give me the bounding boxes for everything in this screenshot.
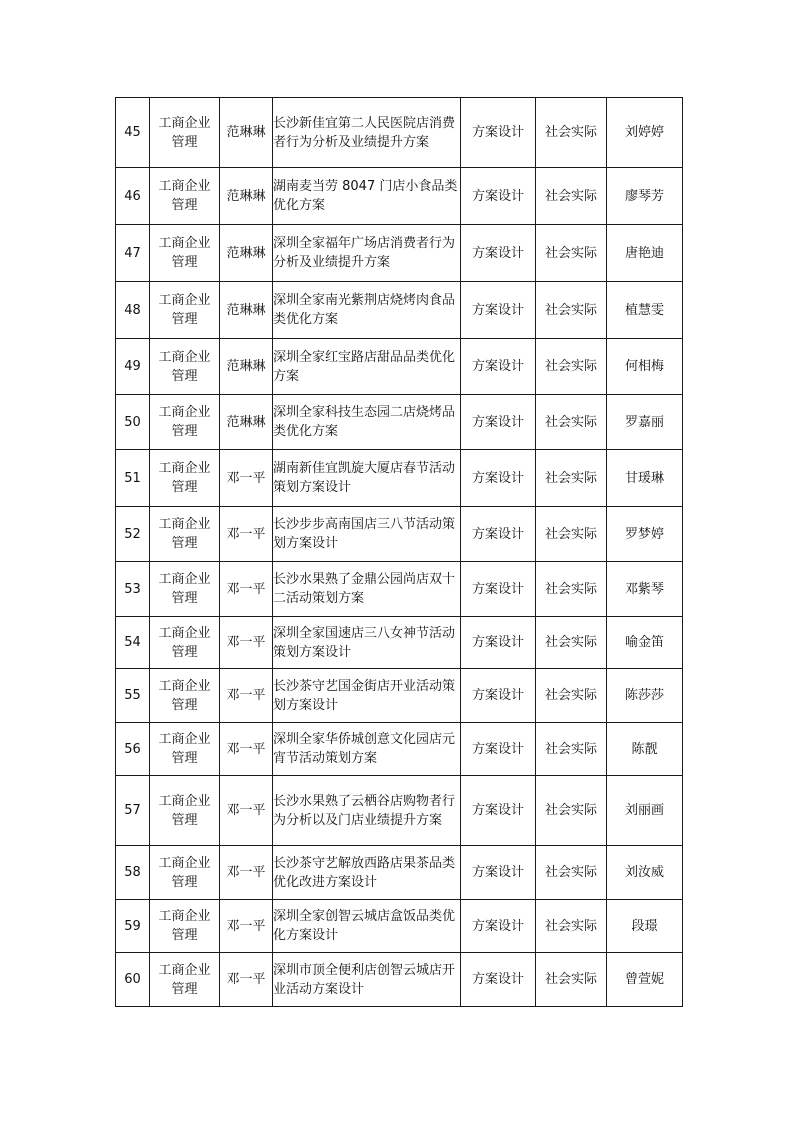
topic-source-cell — [536, 98, 607, 168]
topic-title-cell — [273, 723, 461, 776]
topic-title-cell — [273, 450, 461, 507]
student-name-cell — [607, 450, 683, 507]
student-name-cell-text: 唐艳迪 — [624, 245, 664, 261]
topic-type-cell — [461, 900, 536, 953]
topic-source-cell — [536, 225, 607, 282]
topic-source-cell-text: 社会实际 — [544, 470, 597, 486]
advisor-cell-text: 邓一平 — [226, 803, 266, 818]
topic-title-cell — [273, 846, 461, 900]
topic-type-cell-text: 方案设计 — [471, 581, 524, 597]
advisor-cell-text: 范琳琳 — [226, 245, 266, 261]
topic-type-cell — [461, 776, 536, 846]
table-row — [116, 669, 683, 723]
advisor-cell — [220, 98, 273, 168]
major-cell-text: 工商企业管理 — [158, 115, 211, 150]
row-number-text: 56 — [124, 741, 141, 757]
table-row — [116, 98, 683, 168]
student-name-cell-text: 罗嘉丽 — [624, 414, 664, 430]
student-name-cell-text: 罗梦婷 — [624, 526, 664, 542]
row-number — [116, 562, 150, 617]
advisor-cell-text: 邓一平 — [226, 526, 266, 542]
major-cell — [150, 723, 220, 776]
topic-title-cell — [273, 507, 461, 562]
topic-source-cell-text: 社会实际 — [544, 359, 597, 374]
topic-type-cell-text: 方案设计 — [471, 359, 524, 374]
row-number — [116, 282, 150, 339]
topic-type-cell — [461, 562, 536, 617]
student-name-cell-text: 刘汝威 — [624, 865, 664, 880]
table-row — [116, 953, 683, 1007]
topic-source-cell-text: 社会实际 — [544, 581, 597, 597]
row-number-text: 48 — [124, 302, 141, 318]
advisor-cell — [220, 669, 273, 723]
row-number-text: 47 — [124, 245, 141, 261]
topic-source-cell-text: 社会实际 — [544, 245, 597, 261]
advisor-cell-text: 邓一平 — [226, 918, 266, 934]
student-name-cell — [607, 339, 683, 395]
major-cell — [150, 900, 220, 953]
topic-source-cell-text: 社会实际 — [544, 526, 597, 542]
student-name-cell-text: 何相梅 — [624, 359, 664, 374]
topic-source-cell-text: 社会实际 — [544, 302, 597, 318]
row-number-text: 57 — [124, 803, 141, 818]
table-row — [116, 225, 683, 282]
major-cell-text: 工商企业管理 — [158, 855, 211, 890]
major-cell-text: 工商企业管理 — [158, 517, 211, 551]
table-row — [116, 562, 683, 617]
topic-type-cell-text: 方案设计 — [471, 526, 524, 542]
topic-type-cell-text: 方案设计 — [471, 688, 524, 703]
topic-title-cell-text: 长沙水果熟了金鼎公园尚店双十二活动策划方案 — [273, 572, 456, 606]
topic-title-cell — [273, 98, 461, 168]
major-cell-text: 工商企业管理 — [158, 732, 211, 766]
topic-source-cell-text: 社会实际 — [544, 918, 597, 934]
major-cell-text: 工商企业管理 — [158, 405, 211, 439]
topic-source-cell — [536, 900, 607, 953]
topic-type-cell — [461, 669, 536, 723]
topic-type-cell — [461, 846, 536, 900]
table-row — [116, 776, 683, 846]
table-row — [116, 900, 683, 953]
student-name-cell-text: 喻金笛 — [624, 635, 664, 650]
major-cell-text: 工商企业管理 — [158, 236, 211, 270]
topic-title-cell-text: 长沙步步高南国店三八节活动策划方案设计 — [273, 517, 456, 551]
advisor-cell — [220, 776, 273, 846]
topic-source-cell — [536, 450, 607, 507]
major-cell-text: 工商企业管理 — [158, 349, 211, 384]
row-number — [116, 168, 150, 225]
topic-type-cell — [461, 507, 536, 562]
topic-source-cell — [536, 776, 607, 846]
topic-type-cell-text: 方案设计 — [471, 635, 524, 650]
row-number — [116, 339, 150, 395]
row-number — [116, 225, 150, 282]
topic-source-cell-text: 社会实际 — [544, 972, 597, 987]
advisor-cell-text: 邓一平 — [226, 688, 266, 703]
topic-title-cell-text: 深圳全家南光紫荆店烧烤肉食品类优化方案 — [273, 293, 456, 327]
topic-title-cell-text: 深圳市顶全便利店创智云城店开业活动方案设计 — [273, 962, 456, 997]
topic-title-cell-text: 长沙茶守艺国金街店开业活动策划方案设计 — [273, 678, 456, 713]
topic-type-cell-text: 方案设计 — [471, 245, 524, 261]
topic-source-cell — [536, 953, 607, 1007]
student-name-cell — [607, 776, 683, 846]
advisor-cell — [220, 562, 273, 617]
topic-title-cell — [273, 395, 461, 450]
advisor-cell — [220, 339, 273, 395]
topic-type-cell-text: 方案设计 — [471, 414, 524, 430]
topic-source-cell-text: 社会实际 — [544, 803, 597, 818]
major-cell — [150, 562, 220, 617]
advisor-cell — [220, 846, 273, 900]
student-name-cell — [607, 168, 683, 225]
table-row — [116, 723, 683, 776]
row-number — [116, 953, 150, 1007]
major-cell-text: 工商企业管理 — [158, 625, 211, 660]
table-row — [116, 339, 683, 395]
row-number — [116, 846, 150, 900]
topic-source-cell — [536, 395, 607, 450]
student-name-cell-text: 陈莎莎 — [624, 688, 664, 703]
row-number — [116, 900, 150, 953]
major-cell-text: 工商企业管理 — [158, 793, 211, 828]
row-number-text: 49 — [124, 359, 141, 374]
row-number — [116, 450, 150, 507]
topic-title-cell-text: 深圳全家福年广场店消费者行为分析及业绩提升方案 — [273, 236, 456, 270]
major-cell-text: 工商企业管理 — [158, 678, 211, 713]
topic-type-cell — [461, 168, 536, 225]
student-name-cell — [607, 723, 683, 776]
advisor-cell — [220, 617, 273, 669]
student-name-cell — [607, 669, 683, 723]
advisor-cell-text: 范琳琳 — [226, 302, 266, 318]
major-cell — [150, 98, 220, 168]
topic-type-cell-text: 方案设计 — [471, 865, 524, 880]
topic-type-cell-text: 方案设计 — [471, 741, 524, 757]
student-name-cell — [607, 846, 683, 900]
advisor-cell — [220, 953, 273, 1007]
advisor-cell-text: 范琳琳 — [226, 188, 266, 204]
major-cell — [150, 617, 220, 669]
topic-source-cell-text: 社会实际 — [544, 414, 597, 430]
major-cell-text: 工商企业管理 — [158, 179, 211, 213]
topic-source-cell-text: 社会实际 — [544, 741, 597, 757]
advisor-cell-text: 邓一平 — [226, 741, 266, 757]
topic-type-cell — [461, 339, 536, 395]
row-number-text: 51 — [124, 470, 141, 486]
student-name-cell — [607, 395, 683, 450]
student-name-cell — [607, 562, 683, 617]
major-cell — [150, 168, 220, 225]
row-number-text: 53 — [124, 581, 141, 597]
topic-type-cell — [461, 225, 536, 282]
major-cell — [150, 339, 220, 395]
major-cell-text: 工商企业管理 — [158, 909, 211, 943]
topic-type-cell-text: 方案设计 — [471, 188, 524, 204]
major-cell-text: 工商企业管理 — [158, 461, 211, 495]
major-cell — [150, 776, 220, 846]
topic-title-cell-text: 深圳全家红宝路店甜品品类优化方案 — [273, 349, 456, 384]
advisor-cell — [220, 900, 273, 953]
topic-source-cell — [536, 846, 607, 900]
advisor-cell-text: 范琳琳 — [226, 414, 266, 430]
topic-source-cell — [536, 723, 607, 776]
row-number-text: 58 — [124, 865, 141, 880]
major-cell — [150, 953, 220, 1007]
row-number-text: 46 — [124, 188, 141, 204]
topic-title-cell — [273, 168, 461, 225]
row-number — [116, 776, 150, 846]
topic-source-cell-text: 社会实际 — [544, 125, 597, 140]
student-name-cell-text: 植慧雯 — [624, 302, 664, 318]
topic-source-cell — [536, 282, 607, 339]
topic-type-cell — [461, 953, 536, 1007]
topic-title-cell-text: 长沙水果熟了云栖谷店购物者行为分析以及门店业绩提升方案 — [273, 793, 456, 828]
advisor-cell — [220, 395, 273, 450]
table-row — [116, 450, 683, 507]
row-number — [116, 617, 150, 669]
topic-type-cell — [461, 282, 536, 339]
topic-source-cell-text: 社会实际 — [544, 635, 597, 650]
topic-title-cell — [273, 617, 461, 669]
table-row — [116, 282, 683, 339]
topic-title-cell — [273, 669, 461, 723]
topic-source-cell-text: 社会实际 — [544, 865, 597, 880]
topic-type-cell — [461, 395, 536, 450]
topic-type-cell — [461, 617, 536, 669]
student-name-cell-text: 段璟 — [631, 918, 658, 934]
topic-type-cell-text: 方案设计 — [471, 803, 524, 818]
topic-source-cell — [536, 562, 607, 617]
student-name-cell-text: 陈靓 — [631, 741, 658, 757]
row-number — [116, 507, 150, 562]
topic-title-cell-text: 长沙茶守艺解放西路店果茶品类优化改进方案设计 — [273, 855, 456, 890]
topic-type-cell — [461, 98, 536, 168]
topic-title-cell — [273, 953, 461, 1007]
advisor-cell-text: 范琳琳 — [226, 359, 266, 374]
topic-type-cell-text: 方案设计 — [471, 470, 524, 486]
major-cell — [150, 395, 220, 450]
table-body — [116, 98, 683, 1007]
row-number — [116, 723, 150, 776]
student-name-cell-text: 邓紫琴 — [624, 581, 664, 597]
topic-title-cell — [273, 562, 461, 617]
advisor-cell — [220, 168, 273, 225]
topic-title-cell-text: 长沙新佳宜第二人民医院店消费者行为分析及业绩提升方案 — [273, 115, 456, 150]
advisor-cell-text: 邓一平 — [226, 972, 266, 987]
major-cell — [150, 669, 220, 723]
topic-source-cell — [536, 669, 607, 723]
row-number-text: 59 — [124, 918, 141, 934]
topic-title-cell-text: 湖南麦当劳 8047 门店小食品类优化方案 — [273, 179, 458, 213]
topic-type-cell-text: 方案设计 — [471, 302, 524, 318]
topic-source-cell-text: 社会实际 — [544, 188, 597, 204]
row-number-text: 55 — [124, 688, 141, 703]
topic-title-cell-text: 湖南新佳宜凯旋大厦店春节活动策划方案设计 — [273, 461, 456, 495]
student-name-cell — [607, 98, 683, 168]
topic-title-cell — [273, 900, 461, 953]
topic-title-cell — [273, 776, 461, 846]
row-number — [116, 98, 150, 168]
row-number-text: 50 — [124, 414, 141, 430]
major-cell-text: 工商企业管理 — [158, 962, 211, 997]
student-name-cell — [607, 953, 683, 1007]
student-name-cell-text: 廖琴芳 — [624, 188, 664, 204]
advisor-cell — [220, 450, 273, 507]
advisor-cell-text: 邓一平 — [226, 635, 266, 650]
student-name-cell-text: 曾萱妮 — [624, 972, 664, 987]
student-name-cell-text: 甘瑗琳 — [624, 470, 664, 486]
table-row — [116, 395, 683, 450]
major-cell — [150, 450, 220, 507]
topic-type-cell — [461, 723, 536, 776]
topic-type-cell-text: 方案设计 — [471, 972, 524, 987]
table-row — [116, 507, 683, 562]
advisor-cell — [220, 507, 273, 562]
topic-source-cell — [536, 168, 607, 225]
topic-title-cell-text: 深圳全家科技生态园二店烧烤品类优化方案 — [273, 405, 456, 439]
student-name-cell-text: 刘丽画 — [624, 803, 664, 818]
advisor-cell — [220, 225, 273, 282]
advisor-cell — [220, 723, 273, 776]
row-number — [116, 669, 150, 723]
row-number — [116, 395, 150, 450]
table-row — [116, 846, 683, 900]
topic-title-cell-text: 深圳全家创智云城店盒饭品类优化方案设计 — [273, 909, 456, 943]
topic-source-cell — [536, 617, 607, 669]
advisor-cell-text: 范琳琳 — [226, 125, 266, 140]
table-row — [116, 617, 683, 669]
major-cell — [150, 225, 220, 282]
topic-type-cell-text: 方案设计 — [471, 125, 524, 140]
advisor-cell-text: 邓一平 — [226, 470, 266, 486]
table-row — [116, 168, 683, 225]
topic-title-cell-text: 深圳全家华侨城创意文化园店元宵节活动策划方案 — [273, 732, 456, 766]
student-name-cell — [607, 617, 683, 669]
topic-source-cell-text: 社会实际 — [544, 688, 597, 703]
student-name-cell — [607, 900, 683, 953]
advisor-cell-text: 邓一平 — [226, 581, 266, 597]
row-number-text: 52 — [124, 526, 141, 542]
student-name-cell-text: 刘婷婷 — [624, 125, 664, 140]
topic-title-cell — [273, 282, 461, 339]
student-name-cell — [607, 282, 683, 339]
topic-type-cell — [461, 450, 536, 507]
row-number-text: 45 — [124, 125, 141, 140]
thesis-topic-table — [115, 97, 683, 1007]
student-name-cell — [607, 225, 683, 282]
topic-title-cell — [273, 225, 461, 282]
major-cell-text: 工商企业管理 — [158, 572, 211, 606]
row-number-text: 54 — [124, 635, 141, 650]
advisor-cell — [220, 282, 273, 339]
topic-source-cell — [536, 339, 607, 395]
row-number-text: 60 — [124, 972, 141, 987]
major-cell — [150, 507, 220, 562]
topic-type-cell-text: 方案设计 — [471, 918, 524, 934]
major-cell-text: 工商企业管理 — [158, 293, 211, 327]
topic-title-cell-text: 深圳全家国速店三八女神节活动策划方案设计 — [273, 625, 456, 660]
topic-title-cell — [273, 339, 461, 395]
advisor-cell-text: 邓一平 — [226, 865, 266, 880]
major-cell — [150, 846, 220, 900]
student-name-cell — [607, 507, 683, 562]
major-cell — [150, 282, 220, 339]
topic-source-cell — [536, 507, 607, 562]
